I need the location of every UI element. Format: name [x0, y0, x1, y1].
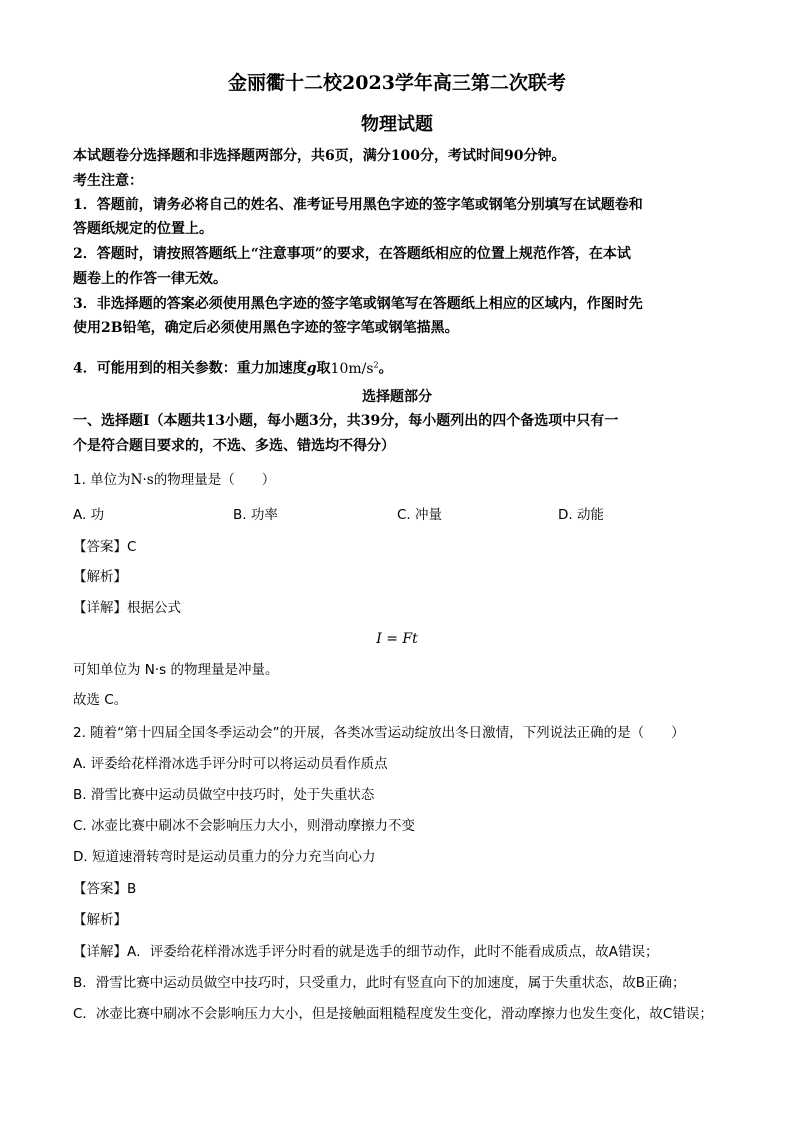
notice-3b: 使用2B铅笔，确定后必须使用黑色字迹的签字笔或钢笔描黑。	[73, 320, 459, 336]
notice-4-end: 。	[378, 360, 393, 377]
notice-4-unit: 10m/s	[330, 360, 374, 377]
q1-detail	[73, 598, 734, 618]
q1-option-d: D. 动能	[558, 507, 604, 523]
q1-option-a: A. 功	[73, 507, 105, 523]
q2-analysis-tag: 【解析】	[73, 912, 127, 928]
q1-detail-tag: 【详解】	[73, 600, 127, 616]
q2-stem: 2. 随着“第十四届全国冬季运动会”的开展，各类冰雪运动绽放出冬日激情，下列说法正确的是（ ）	[73, 725, 685, 741]
notice-2b: 题卷上的作答一律无效。	[73, 271, 227, 287]
q2-option-a: A. 评委给花样滑冰选手评分时可以将运动员看作质点	[73, 756, 388, 772]
section-title: 选择题部分	[362, 389, 432, 405]
notice-4	[73, 355, 734, 379]
q1-stem-suffix: 的物理量是（ ）	[153, 472, 276, 488]
q1-conclusion: 可知单位为 N·s 的物理量是冲量。	[73, 662, 279, 678]
q2-detail-a-text: A．评委给花样滑冰选手评分时看的就是选手的细节动作，此时不能看成质点，故A错误；	[127, 944, 659, 960]
notice-4-value	[331, 361, 379, 377]
notice-4-g: g	[306, 360, 317, 377]
q2-detail-tag: 【详解】	[73, 944, 127, 960]
q2-option-c: C. 冰壶比赛中刷冰不会影响压力大小，则滑动摩擦力不变	[73, 818, 416, 834]
q2-detail-c: C．冰壶比赛中刷冰不会影响压力大小，但是接触面粗糙程度发生变化，滑动摩擦力也发生变化，故C错误；	[73, 1006, 713, 1022]
notice-1a: 1．答题前，请务必将自己的姓名、准考证号用黑色字迹的签字笔或钢笔分别填写在试题卷和	[73, 197, 643, 213]
intro-line: 本试题卷分选择题和非选择题两部分，共6页，满分100分，考试时间90分钟。	[73, 148, 566, 164]
q2-answer	[73, 879, 734, 899]
q2-answer-tag: 【答案】	[73, 881, 127, 897]
notice-4-prefix: 4．可能用到的相关参数：重力加速度	[73, 360, 307, 377]
notice-4-exponent: 2	[373, 360, 379, 369]
q1-unit: N·s	[130, 472, 154, 488]
q1-choose: 故选 C。	[73, 692, 128, 708]
section-heading-b: 个是符合题目要求的，不选、多选、错选均不得分）	[73, 438, 395, 454]
q1-option-b: B. 功率	[233, 507, 278, 523]
q1-answer-value: C	[127, 539, 137, 555]
q2-option-b: B. 滑雪比赛中运动员做空中技巧时，处于失重状态	[73, 787, 375, 803]
notice-1b: 答题纸规定的位置上。	[73, 221, 213, 237]
q2-option-d: D. 短道速滑转弯时是运动员重力的分力充当向心力	[73, 849, 376, 865]
q1-stem-prefix: 1. 单位为	[73, 472, 131, 488]
q1-answer	[73, 537, 734, 557]
section-heading-a: 一、选择题Ⅰ（本题共13小题，每小题3分，共39分，每小题列出的四个备选项中只有一	[73, 413, 619, 429]
q1-formula: I = Ft	[376, 631, 418, 647]
exam-subject: 物理试题	[361, 114, 433, 135]
q1-detail-text: 根据公式	[127, 600, 181, 616]
q1-analysis-tag: 【解析】	[73, 569, 127, 585]
notice-2a: 2．答题时，请按照答题纸上“注意事项”的要求，在答题纸相应的位置上规范作答，在本试	[73, 246, 631, 262]
notice-4-mid: 取	[316, 360, 331, 377]
notice-3a: 3．非选择题的答案必须使用黑色字迹的签字笔或钢笔写在答题纸上相应的区域内，作图时先	[73, 296, 643, 312]
q1-answer-tag: 【答案】	[73, 539, 127, 555]
q2-answer-value: B	[127, 881, 137, 897]
exam-title: 金丽衢十二校2023学年高三第二次联考	[228, 72, 566, 94]
q2-detail-b: B．滑雪比赛中运动员做空中技巧时，只受重力，此时有竖直向下的加速度，属于失重状态，故B正确；	[73, 975, 686, 991]
q1-stem	[73, 470, 734, 490]
q1-option-c: C. 冲量	[397, 507, 443, 523]
q2-detail-a	[73, 942, 754, 962]
notice-title: 考生注意：	[73, 173, 143, 189]
